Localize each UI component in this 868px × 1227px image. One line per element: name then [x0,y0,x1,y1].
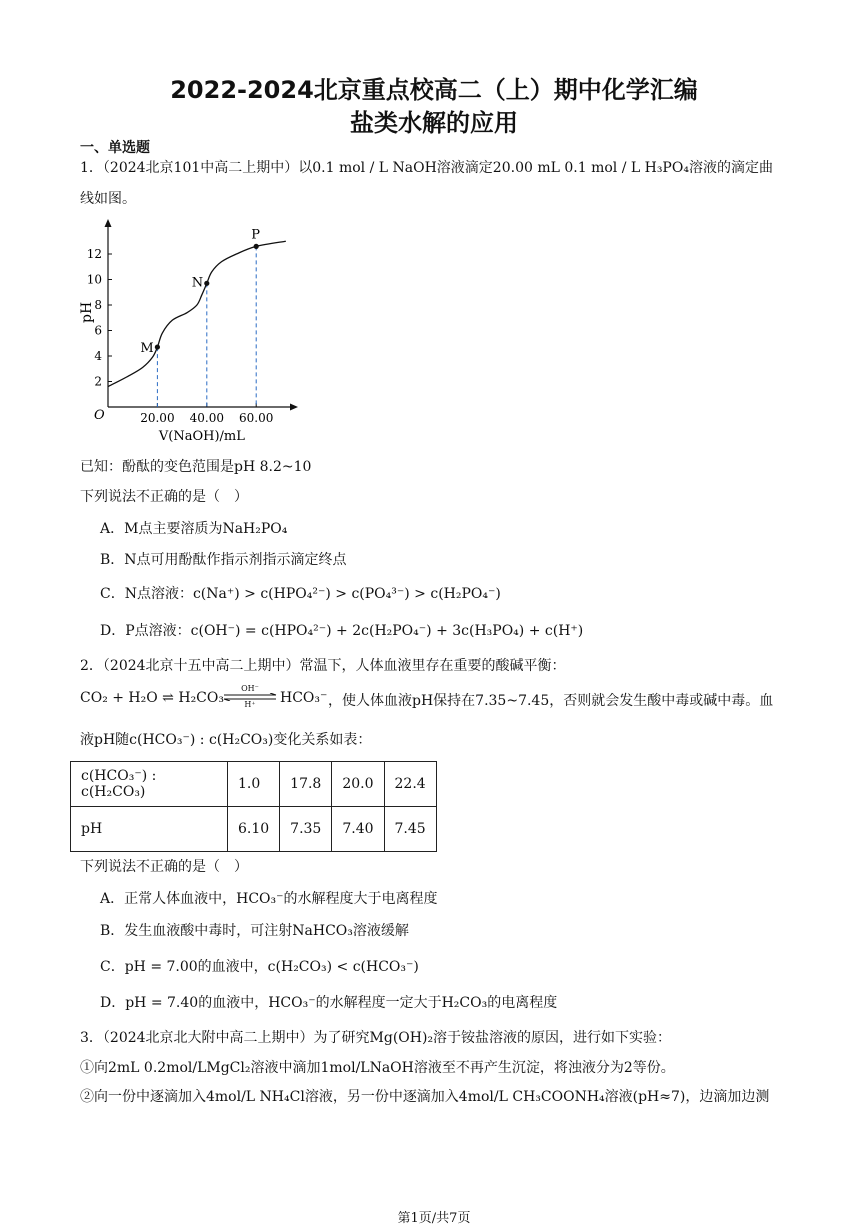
x-axis-label: V(NaOH)/mL [158,429,245,444]
y-tick-label: 8 [94,298,102,312]
point-label-N: N [191,275,204,291]
q1-option-d: D．P点溶液：c(OH⁻) = c(HPO₄²⁻) + 2c(H₂PO₄⁻) + 3c(H₃PO₄) + c(H⁺) [100,623,584,639]
document-title: 2022-2024北京重点校高二（上）期中化学汇编 [170,76,698,104]
q3-step-1: ①向2mL 0.2mol/LMgCl₂溶液中滴加1mol/LNaOH溶液至不再产生沉淀，将浊液分为2等份。 [80,1060,675,1076]
table-cell: 7.45 [384,807,436,852]
table-cell: 1.0 [228,762,280,807]
x-tick-label: 60.00 [239,411,274,425]
q2-equation-right: HCO₃⁻ [280,690,328,706]
q2-option-a: A．正常人体血液中，HCO₃⁻的水解程度大于电离程度 [100,891,438,907]
table-cell: 20.0 [332,762,384,807]
x-tick-label: 20.00 [140,411,175,425]
q2-arrow-bottom-label: H⁺ [244,700,256,709]
q1-option-c: C．N点溶液：c(Na⁺) > c(HPO₄²⁻) > c(PO₄³⁻) > c(H₂PO₄⁻) [100,586,501,602]
q2-ratio-table [70,761,437,852]
q2-arrow-top-label: OH⁻ [241,684,259,693]
x-axis-arrow [290,404,298,411]
table-header-ph: pH [71,807,228,852]
q2-ask: 下列说法不正确的是（ ） [80,859,248,875]
q2-stem-table-intro: 液pH随c(HCO₃⁻) : c(H₂CO₃)变化关系如表： [80,732,372,748]
q2-equation-text: ，使人体血液pH保持在7.35~7.45，否则就会发生酸中毒或碱中毒。血 [328,693,774,709]
point-P [254,244,259,249]
table-cell: 7.35 [280,807,332,852]
q2-equilibrium-arrow [222,684,278,710]
q1-ask: 下列说法不正确的是（ ） [80,489,248,505]
table-cell: 6.10 [228,807,280,852]
q1-option-b: B．N点可用酚酞作指示剂指示滴定终点 [100,552,347,568]
y-tick-label: 10 [86,272,102,287]
q2-option-c: C．pH = 7.00的血液中，c(H₂CO₃) < c(HCO₃⁻) [100,959,419,975]
q1-stem: 1．（2024北京101中高二上期中）以0.1 mol / L NaOH溶液滴定20.00 mL 0.1 mol / L H₃PO₄溶液的滴定曲 [80,160,773,176]
y-axis-label: pH [79,301,95,323]
q2-option-d: D．pH = 7.40的血液中，HCO₃⁻的水解程度一定大于H₂CO₃的电离程度 [100,995,558,1011]
point-N [204,281,209,286]
section-title: 一、单选题 [80,140,150,156]
document-subtitle: 盐类水解的应用 [350,109,518,137]
titration-chart [78,215,308,450]
point-M [155,344,160,349]
q3-stem: 3．（2024北京北大附中高二上期中）为了研究Mg(OH)₂溶于铵盐溶液的原因，进行如下实验： [80,1030,672,1046]
table-header-ratio: c(HCO₃⁻) : c(H₂CO₃) [71,762,228,807]
page-number: 第1页/共7页 [397,1211,471,1226]
point-label-P: P [251,227,260,243]
y-tick-label: 6 [94,323,102,338]
table-cell: 22.4 [384,762,436,807]
x-tick-label: 40.00 [189,411,224,425]
q1-known: 已知：酚酞的变色范围是pH 8.2~10 [80,459,312,475]
y-tick-label: 4 [94,349,102,363]
q2-equation-left: CO₂ + H₂O ⇌ H₂CO₃ [80,690,224,706]
q2-option-b: B．发生血液酸中毒时，可注射NaHCO₃溶液缓解 [100,923,409,939]
y-tick-label: 2 [94,374,102,389]
table-cell: 17.8 [280,762,332,807]
titration-curve [108,241,286,386]
q3-step-2: ②向一份中逐滴加入4mol/L NH₄Cl溶液，另一份中逐滴加入4mol/L CH₃COONH₄溶液(pH≈7)，边滴加边测 [80,1089,770,1105]
table-row [71,762,437,807]
y-axis-arrow [105,219,112,227]
point-label-M: M [140,341,154,357]
q1-option-a: A．M点主要溶质为NaH₂PO₄ [100,521,288,537]
y-tick-label: 12 [86,247,102,261]
q2-stem: 2．（2024北京十五中高二上期中）常温下，人体血液里存在重要的酸碱平衡： [80,658,566,674]
table-row [71,807,437,852]
q1-stem-cont: 线如图。 [80,191,136,207]
table-cell: 7.40 [332,807,384,852]
origin-label: O [94,408,105,423]
